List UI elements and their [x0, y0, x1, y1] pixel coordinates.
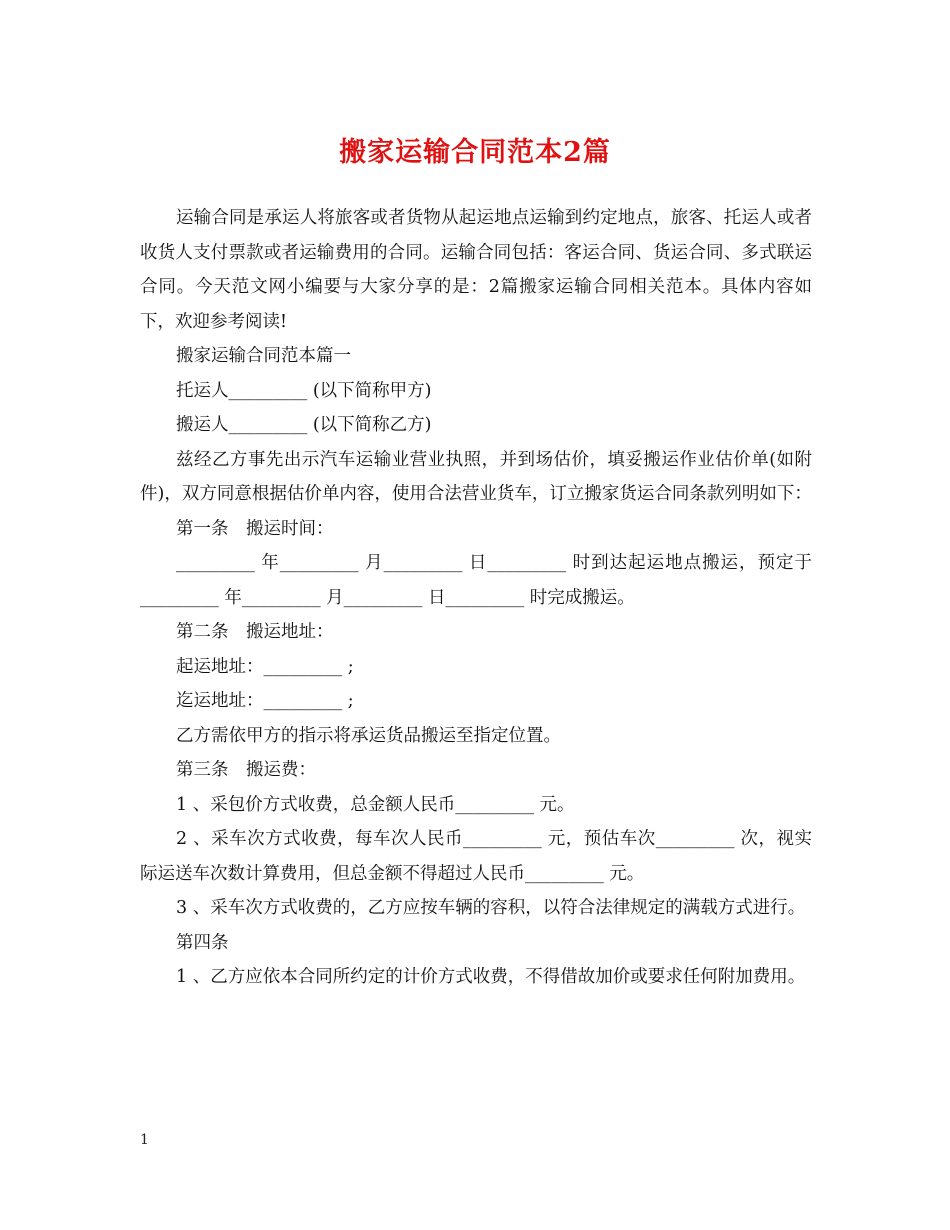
article-4-heading: 第四条 [176, 932, 229, 953]
destination-address: 迄运地址：_________ ; [176, 691, 354, 711]
fee-clause-2: 2 、采车次方式收费，每车次人民币_________ 元，预估车次_________ 次，视实际运送车次数计算费用，但总金额不得超过人民币_________ 元。 [140, 829, 812, 884]
document-title: 搬家运输合同范本2篇 [339, 137, 611, 168]
article-4-clause-1: 1 、乙方应依本合同所约定的计价方式收费，不得借故加价或要求任何附加费用。 [176, 967, 806, 987]
article-1-time: _________ 年_________ 月_________ 日_________ 时到达起运地点搬运，预定于_________ 年_________ 月_________ 日_________ 时完成搬运。 [140, 553, 812, 608]
article-2-heading: 第二条 搬运地址： [176, 622, 334, 642]
document-body [140, 201, 812, 995]
party-consignor: 托运人_________ (以下简称甲方) [176, 380, 432, 401]
article-1-heading: 第一条 搬运时间： [176, 518, 334, 539]
intro-paragraph: 运输合同是承运人将旅客或者货物从起运地点运输到约定地点，旅客、托运人或者收货人支付票款或者运输费用的合同。运输合同包括：客运合同、货运合同、多式联运合同。今天范文网小编要与大家分享的是：2篇搬家运输合同相关范本。具体内容如下，欢迎参考阅读! [140, 208, 812, 332]
fee-clause-1: 1 、采包价方式收费，总金额人民币_________ 元。 [176, 794, 575, 815]
fee-clause-3: 3 、采车次方式收费的，乙方应按车辆的容积，以符合法律规定的满载方式进行。 [176, 898, 806, 918]
party-carrier: 搬运人_________ (以下简称乙方) [176, 415, 432, 435]
preamble-paragraph: 兹经乙方事先出示汽车运输业营业执照，并到场估价，填妥搬运作业估价单(如附件)，双方同意根据估价单内容，使用合法营业货车，订立搬家货运合同条款列明如下： [140, 449, 812, 504]
origin-address: 起运地址：_________ ; [176, 656, 354, 677]
page-number: 1 [140, 1132, 149, 1148]
placement-clause: 乙方需依甲方的指示将承运货品搬运至指定位置。 [176, 725, 561, 746]
section-heading: 搬家运输合同范本篇一 [176, 346, 351, 366]
article-3-heading: 第三条 搬运费： [176, 760, 316, 780]
